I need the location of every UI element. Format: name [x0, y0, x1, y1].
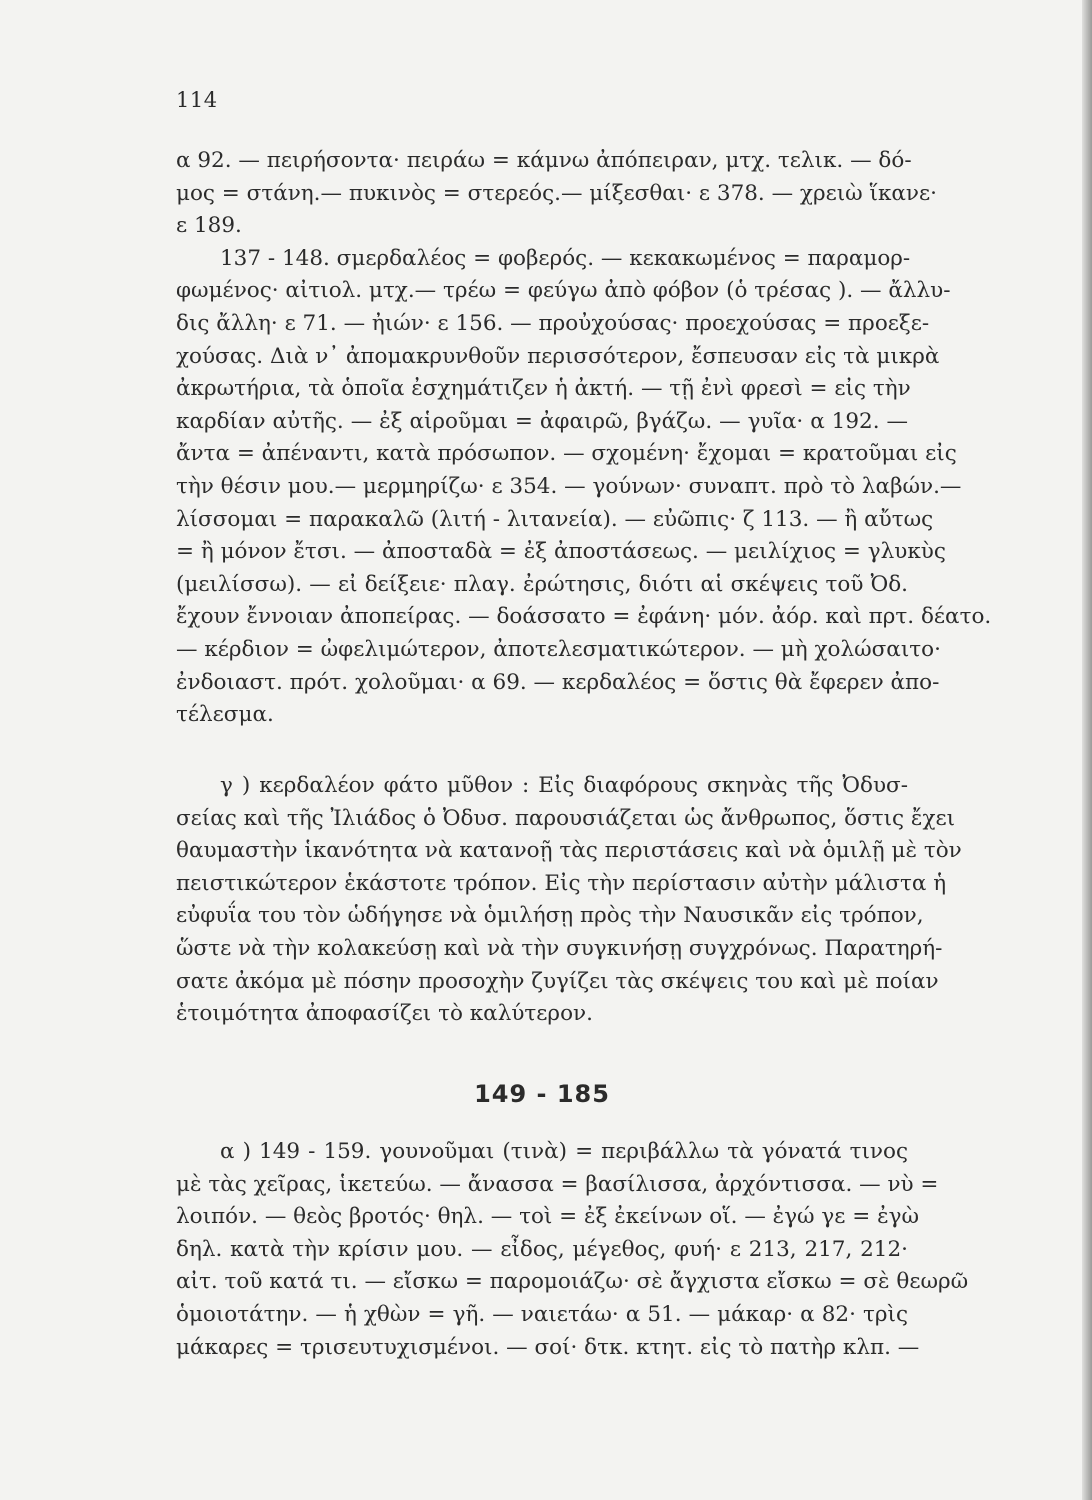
text-line: ἀκρωτήρια, τὰ ὁποῖα ἐσχημάτιζεν ἡ ἀκτή. — τῇ ἐνὶ φρεσὶ = εἰς τὴν: [176, 376, 911, 402]
commentary-block-lines-149-159: [176, 1137, 969, 1365]
text-line: α ) 149 - 159. γουνοῦμαι (τινὰ) = περιβάλλω τὰ γόνατά τινος: [220, 1139, 908, 1164]
text-line: ἐνδοιαστ. πρότ. χολοῦμαι· α 69. — κερδαλέος = ὅστις θὰ ἔφερεν ἀπο-: [176, 669, 940, 695]
text-line: ἑτοιμότητα ἀποφασίζει τὸ καλύτερον.: [176, 1001, 593, 1027]
text-line: — κέρδιον = ὠφελιμώτερον, ἀποτελεσματικώτερον. — μὴ χολώσαιτο·: [176, 636, 941, 662]
section-heading: 149 - 185: [474, 1080, 610, 1108]
text-line: = ἢ μόνον ἔτσι. — ἀποσταδὰ = ἐξ ἀποστάσεως. — μειλίχιος = γλυκὺς: [176, 539, 946, 565]
page-number: 114: [176, 88, 218, 112]
text-line: καρδίαν αὐτῆς. — ἐξ αἱροῦμαι = ἀφαιρῶ, βγάζω. — γυῖα· α 192. —: [176, 408, 908, 434]
text-line: (μειλίσσω). — εἰ δείξειε· πλαγ. ἐρώτησις, διότι αἱ σκέψεις τοῦ Ὀδ.: [176, 571, 908, 597]
text-line: φωμένος· αἰτιολ. μτχ.— τρέω = φεύγω ἀπὸ φόβον (ὁ τρέσας ). — ἄλλυ-: [176, 278, 951, 304]
commentary-block-remark-gamma: [176, 771, 962, 1032]
text-line: μὲ τὰς χεῖρας, ἱκετεύω. — ἄνασσα = βασίλισσα, ἀρχόντισσα. — νὺ =: [176, 1171, 939, 1197]
text-line: ἔχουν ἔννοιαν ἀποπείρας. — δοάσσατο = ἐφάνη· μόν. ἀόρ. καὶ πρτ. δέατο.: [176, 604, 992, 630]
text-line: λίσσομαι = παρακαλῶ (λιτή - λιτανεία). — εὐῶπις· ζ 113. — ἢ αὔτως: [176, 506, 934, 532]
text-line: εὐφυΐα του τὸν ὡδήγησε νὰ ὁμιλήσῃ πρὸς τὴν Ναυσικᾶν εἰς τρόπον,: [176, 903, 924, 929]
text-line: θαυμαστὴν ἱκανότητα νὰ κατανοῇ τὰς περιστάσεις καὶ νὰ ὁμιλῇ μὲ τὸν: [176, 838, 962, 864]
text-line: μος = στάνη.— πυκινὸς = στερεός.— μίξεσθαι· ε 378. — χρειὼ ἵκανε·: [176, 180, 937, 206]
text-line: α 92. — πειρήσοντα· πειράω = κάμνω ἀπόπειραν, μτχ. τελικ. — δό-: [176, 148, 912, 173]
commentary-block-lines-92-148: [176, 146, 992, 733]
text-line: ἄντα = ἀπέναντι, κατὰ πρόσωπον. — σχομένη· ἔχομαι = κρατοῦμαι εἰς: [176, 441, 957, 467]
text-line: μάκαρες = τρισευτυχισμένοι. — σοί· δτκ. κτητ. εἰς τὸ πατὴρ κλπ. —: [176, 1334, 920, 1360]
text-line: δις ἄλλη· ε 71. — ἠιών· ε 156. — προὐχούσας· προεχούσας = προεξε-: [176, 310, 930, 336]
text-line: γ ) κερδαλέον φάτο μῦθον : Εἰς διαφόρους σκηνὰς τῆς Ὀδυσ-: [220, 773, 908, 798]
text-line: σείας καὶ τῆς Ἰλιάδος ὁ Ὀδυσ. παρουσιάζεται ὡς ἄνθρωπος, ὅστις ἔχει: [176, 805, 956, 831]
text-line: ὥστε νὰ τὴν κολακεύσῃ καὶ νὰ τὴν συγκινήσῃ συγχρόνως. Παρατηρή-: [176, 935, 943, 961]
text-line: χούσας. Διὰ ν᾽ ἀπομακρυνθοῦν περισσότερον, ἔσπευσαν εἰς τὰ μικρὰ: [176, 343, 940, 369]
text-line: πειστικώτερον ἑκάστοτε τρόπον. Εἰς τὴν περίστασιν αὐτὴν μάλιστα ἡ: [176, 870, 947, 896]
page-edge-shadow: [1082, 0, 1092, 1500]
text-line: τὴν θέσιν μου.— μερμηρίζω· ε 354. — γούνων· συναπτ. πρὸ τὸ λαβών.—: [176, 473, 962, 499]
text-line: σατε ἀκόμα μὲ πόσην προσοχὴν ζυγίζει τὰς σκέψεις του καὶ μὲ ποίαν: [176, 968, 939, 994]
text-line: λοιπόν. — θεὸς βροτός· θηλ. — τοὶ = ἐξ ἐκείνων οἵ. — ἐγώ γε = ἐγὼ: [176, 1204, 919, 1230]
text-line: ε 189.: [176, 213, 242, 239]
text-line: αἰτ. τοῦ κατά τι. — εἴσκω = παρομοιάζω· σὲ ἄγχιστα εἴσκω = σὲ θεωρῶ: [176, 1269, 969, 1295]
text-line: τέλεσμα.: [176, 702, 274, 728]
text-line: δηλ. κατὰ τὴν κρίσιν μου. — εἶδος, μέγεθος, φυή· ε 213, 217, 212·: [176, 1236, 908, 1262]
text-line: 137 - 148. σμερδαλέος = φοβερός. — κεκακωμένος = παραμορ-: [220, 245, 911, 271]
text-line: ὁμοιοτάτην. — ἡ χθὼν = γῆ. — ναιετάω· α 51. — μάκαρ· α 82· τρὶς: [176, 1301, 908, 1327]
